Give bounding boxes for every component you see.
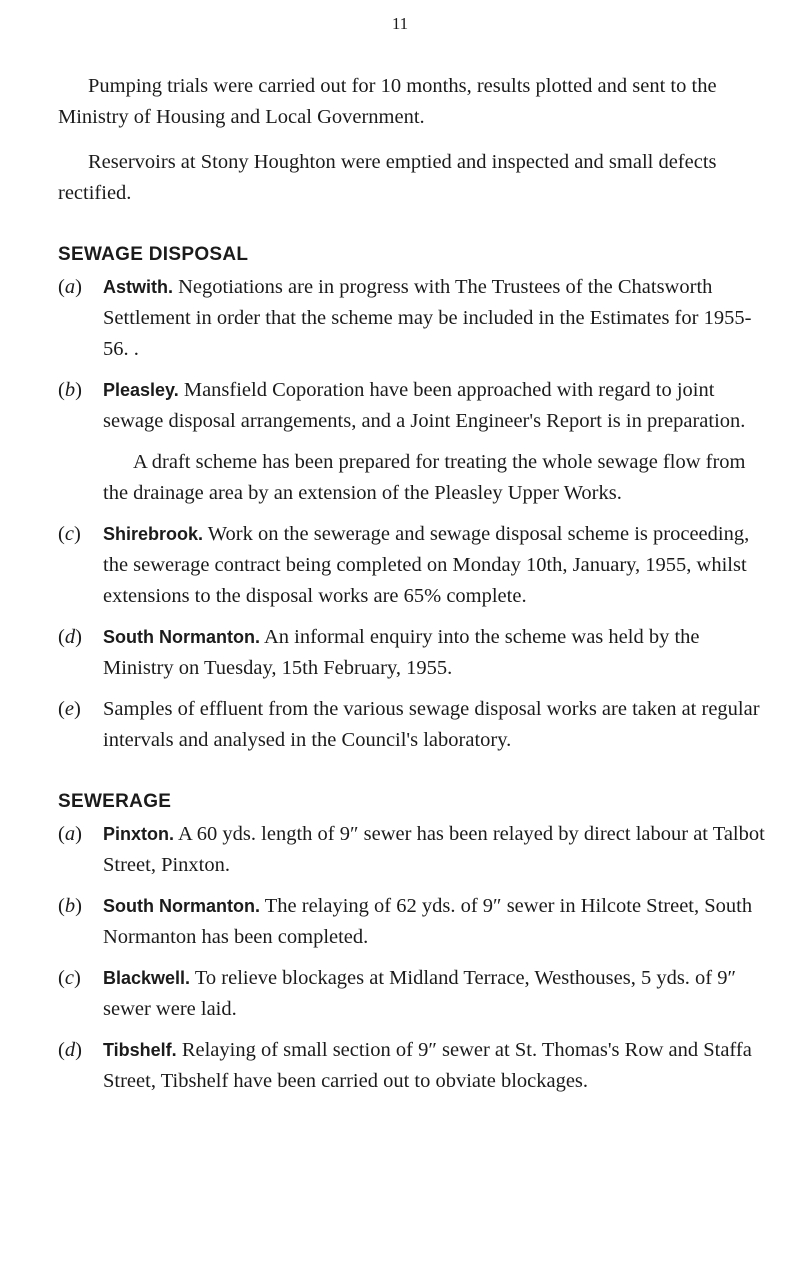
item-body bbox=[103, 375, 770, 509]
item-body bbox=[103, 1035, 770, 1097]
item-marker: (b) bbox=[58, 379, 82, 401]
item-body bbox=[103, 272, 770, 365]
list-item bbox=[58, 375, 770, 509]
item-text: Samples of effluent from the various sewage disposal works are taken at regular intervals and analysed in the Council's laboratory. bbox=[103, 698, 760, 751]
item-body bbox=[103, 694, 770, 756]
item-title: Astwith. bbox=[103, 277, 173, 297]
item-title: Shirebrook. bbox=[103, 524, 204, 544]
item-sub-paragraph: A draft scheme has been prepared for treating the whole sewage flow from the drainage area by an extension of the Pleasley Upper Works. bbox=[103, 451, 746, 504]
item-text: Relaying of small section of 9″ sewer at St. Thomas's Row and Staffa Street, Tibshelf have been carried out to obviate blockages. bbox=[103, 1039, 752, 1092]
item-body bbox=[103, 891, 770, 953]
item-marker: (a) bbox=[58, 823, 82, 845]
list-item bbox=[58, 819, 770, 881]
item-body bbox=[103, 819, 770, 881]
item-marker: (c) bbox=[58, 967, 81, 989]
list-item bbox=[58, 963, 770, 1025]
list-item bbox=[58, 891, 770, 953]
item-body bbox=[103, 963, 770, 1025]
page-number: 11 bbox=[391, 14, 409, 33]
item-marker: (d) bbox=[58, 626, 82, 648]
item-marker: (d) bbox=[58, 1039, 82, 1061]
item-marker: (c) bbox=[58, 523, 81, 545]
item-body bbox=[103, 622, 770, 684]
page-content bbox=[58, 71, 770, 1107]
item-title: South Normanton. bbox=[103, 627, 260, 647]
list-item bbox=[58, 1035, 770, 1097]
item-title: South Normanton. bbox=[103, 896, 260, 916]
item-body bbox=[103, 519, 770, 612]
section-heading-sewerage: SEWERAGE bbox=[58, 791, 172, 812]
list-item bbox=[58, 272, 770, 365]
intro-paragraph: Pumping trials were carried out for 10 months, results plotted and sent to the Ministry of Housing and Local Government. bbox=[58, 75, 717, 128]
item-title: Pinxton. bbox=[103, 824, 174, 844]
item-text: The relaying of 62 yds. of 9″ sewer in Hilcote Street, South Normanton has been completed. bbox=[103, 895, 753, 948]
list-item bbox=[58, 694, 770, 756]
item-title: Pleasley. bbox=[103, 380, 179, 400]
item-marker: (b) bbox=[58, 895, 82, 917]
item-text: An informal enquiry into the scheme was held by the Ministry on Tuesday, 15th February, 1955. bbox=[103, 626, 700, 679]
item-marker: (a) bbox=[58, 276, 82, 298]
list-item bbox=[58, 519, 770, 612]
section-heading-sewage-disposal: SEWAGE DISPOSAL bbox=[58, 244, 249, 265]
list-item bbox=[58, 622, 770, 684]
item-title: Tibshelf. bbox=[103, 1040, 177, 1060]
item-text: To relieve blockages at Midland Terrace, Westhouses, 5 yds. of 9″ sewer were laid. bbox=[103, 967, 737, 1020]
item-marker: (e) bbox=[58, 698, 81, 720]
item-title: Blackwell. bbox=[103, 968, 191, 988]
item-text: Negotiations are in progress with The Trustees of the Chatsworth Settlement in order that the scheme may be included in the Estimates for 1955-56. . bbox=[103, 276, 752, 360]
item-text: Work on the sewerage and sewage disposal scheme is proceeding, the sewerage contract being completed on Monday 10th, January, 1955, whilst extensions to the disposal works are 65% complete. bbox=[103, 523, 750, 607]
item-text: A 60 yds. length of 9″ sewer has been relayed by direct labour at Talbot Street, Pinxton. bbox=[103, 823, 765, 876]
intro-paragraph: Reservoirs at Stony Houghton were emptied and inspected and small defects rectified. bbox=[58, 151, 717, 204]
item-text: Mansfield Coporation have been approached with regard to joint sewage disposal arrangements, and a Joint Engineer's Report is in preparation. bbox=[103, 379, 746, 432]
